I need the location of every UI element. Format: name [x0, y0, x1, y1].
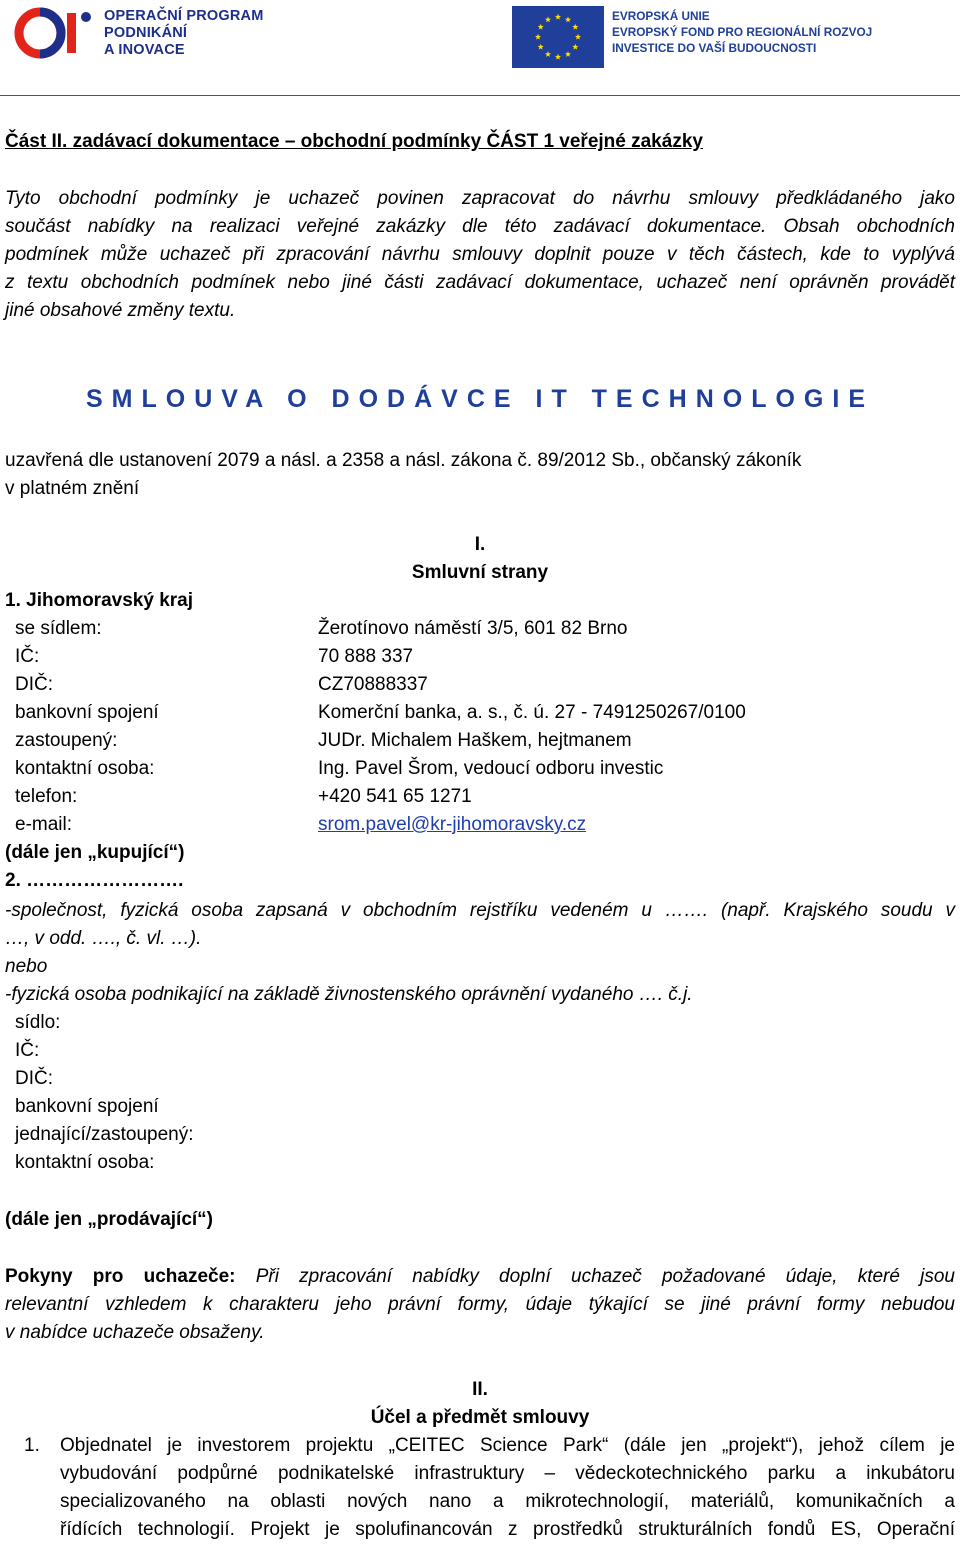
clause-1-number: 1. [24, 1435, 40, 1456]
eu-star-icon [572, 44, 578, 50]
instructions-line-3: v nabídce uchazeče obsaženy. [5, 1322, 265, 1343]
eu-line-2: EVROPSKÝ FOND PRO REGIONÁLNÍ ROZVOJ [612, 25, 873, 39]
party-1-alias: (dále jen „kupující“) [5, 842, 185, 863]
party-1-title: 1. Jihomoravský kraj [5, 590, 193, 611]
party-1-value-dic: CZ70888337 [318, 674, 428, 695]
section-1-title: Smluvní strany [411, 562, 549, 583]
oppik-emblem-icon [12, 5, 98, 61]
eu-line-1: EVROPSKÁ UNIE [612, 9, 710, 23]
intro-line-3: podmínek může uchazeč při zpracování návrhu smlouvy doplnit pouze v těch částech, kde to vyplývá [5, 244, 955, 265]
party-1-label-phone: telefon: [15, 786, 78, 807]
party-1-label-email: e-mail: [15, 814, 73, 835]
eu-star-icon [565, 16, 571, 22]
oppik-line-2: PODNIKÁNÍ [104, 24, 188, 41]
section-2-number: II. [472, 1379, 488, 1400]
eu-star-icon [545, 16, 551, 22]
part-heading: Část II. zadávací dokumentace – obchodní podmínky ČÁST 1 veřejné zakázky [5, 131, 703, 152]
eu-line-3: INVESTICE DO VAŠÍ BUDOUCNOSTI [612, 41, 817, 55]
party-1-label-bank: bankovní spojení [15, 702, 159, 723]
section-1-number: I. [474, 534, 486, 555]
eu-star-icon [575, 34, 581, 40]
contract-title: SMLOUVA O DODÁVCE IT TECHNOLOGIE [85, 385, 874, 413]
party-1-label-contact: kontaktní osoba: [15, 758, 155, 779]
instructions-line-1-rest: Při zpracování nabídky doplní uchazeč požadované údaje, které jsou [235, 1266, 955, 1287]
eu-star-icon [565, 51, 571, 57]
party-2-label-dic: DIČ: [15, 1068, 53, 1089]
party-1-value-ic: 70 888 337 [318, 646, 414, 667]
party-1-value-phone: +420 541 65 1271 [318, 786, 472, 807]
concluded-line-2: v platném znění [5, 478, 140, 499]
party-2-line-2: …, v odd. …., č. vl. …). [5, 928, 202, 949]
party-2-label-contact: kontaktní osoba: [15, 1152, 155, 1173]
eu-star-icon [545, 51, 551, 57]
party-1-value-contact: Ing. Pavel Šrom, vedoucí odboru investic [318, 758, 664, 779]
clause-1-line-3: specializovaného na oblasti nových nano a mikrotechnologií, materiálů, komunikačních a [60, 1491, 955, 1512]
eu-logo [512, 6, 872, 66]
party-2-title: 2. ……………………. [5, 870, 184, 891]
eu-star-icon [538, 24, 544, 30]
party-2-label-ic: IČ: [15, 1040, 40, 1061]
party-1-label-dic: DIČ: [15, 674, 53, 695]
party-2-label-bank: bankovní spojení [15, 1096, 159, 1117]
party-1-value-bank: Komerční banka, a. s., č. ú. 27 - 7491250267/0100 [318, 702, 746, 723]
instructions-line-1 [5, 1263, 955, 1291]
instructions-line-2: relevantní vzhledem k charakteru jeho právní formy, údaje týkající se jiné právní formy nebudou [5, 1294, 955, 1315]
party-2-alias: (dále jen „prodávající“) [5, 1209, 213, 1230]
intro-line-2: součást nabídky na realizaci veřejné zakázky dle této zadávací dokumentace. Obsah obchodních [5, 216, 955, 237]
instructions-lead: Pokyny pro uchazeče: [5, 1266, 236, 1287]
intro-line-1: Tyto obchodní podmínky je uchazeč povinen zapracovat do návrhu smlouvy předkládaného jako [5, 188, 955, 209]
party-2-label-acting: jednající/zastoupený: [15, 1124, 194, 1145]
eu-star-icon [538, 44, 544, 50]
clause-1-line-4: řídících technologií. Projekt je spolufinancován z prostředků strukturálních fondů ES, Operační [60, 1519, 955, 1540]
eu-star-icon [555, 54, 561, 60]
party-1-email-link[interactable]: srom.pavel@kr-jihomoravsky.cz [318, 814, 587, 835]
eu-flag-icon [512, 6, 604, 68]
eu-star-icon [572, 24, 578, 30]
party-2-or: nebo [5, 956, 48, 977]
header-divider [0, 95, 960, 96]
oppik-line-1: OPERAČNÍ PROGRAM [104, 7, 264, 24]
eu-star-icon [555, 14, 561, 20]
oppik-logo [12, 2, 264, 64]
party-1-value-seat: Žerotínovo náměstí 3/5, 601 82 Brno [318, 618, 628, 639]
oppik-line-3: A INOVACE [104, 41, 185, 58]
party-1-label-ic: IČ: [15, 646, 40, 667]
concluded-line-1: uzavřená dle ustanovení 2079 a násl. a 2358 a násl. zákona č. 89/2012 Sb., občanský zákoník [5, 450, 802, 471]
party-1-value-represented: JUDr. Michalem Haškem, hejtmanem [318, 730, 632, 751]
section-2-title: Účel a předmět smlouvy [370, 1407, 590, 1428]
clause-1-line-1: Objednatel je investorem projektu „CEITEC Science Park“ (dále jen „projekt“), jehož cílem je [60, 1435, 955, 1456]
intro-line-5: jiné obsahové změny textu. [5, 300, 236, 321]
party-2-line-3: -fyzická osoba podnikající na základě živnostenského oprávnění vydaného …. č.j. [5, 984, 693, 1005]
party-1-label-seat: se sídlem: [15, 618, 102, 639]
intro-line-4: z textu obchodních podmínek nebo jiné části zadávací dokumentace, uchazeč není oprávněn provádět [5, 272, 955, 293]
party-2-label-seat: sídlo: [15, 1012, 61, 1033]
clause-1-line-2: vybudování podpůrné podnikatelské infrastruktury – vědeckotechnického parku a inkubátoru [60, 1463, 955, 1484]
party-2-line-1: -společnost, fyzická osoba zapsaná v obchodním rejstříku vedeném u ……. (např. Krajského soudu v [5, 900, 955, 921]
party-1-label-represented: zastoupený: [15, 730, 118, 751]
eu-star-icon [535, 34, 541, 40]
